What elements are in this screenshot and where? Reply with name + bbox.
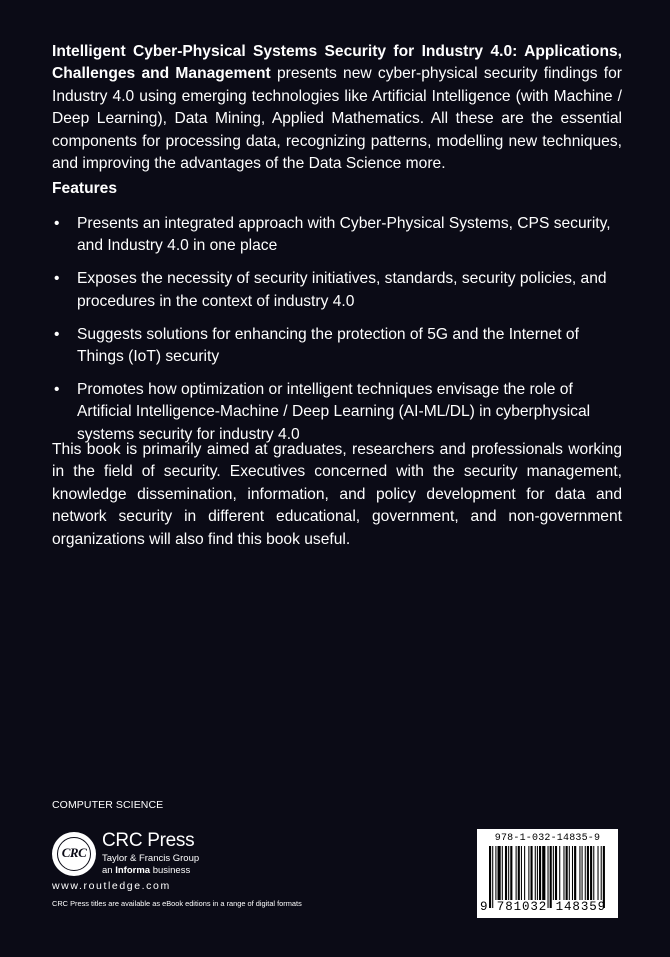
barcode-bar <box>601 846 602 900</box>
features-heading: Features <box>52 180 118 197</box>
barcode-bar <box>566 846 568 900</box>
crc-logo-text: CRC <box>61 845 87 860</box>
barcode-bar <box>542 846 545 900</box>
features-list <box>52 213 627 457</box>
barcode-bar <box>505 846 507 900</box>
bullet-icon: • <box>54 215 60 232</box>
business-prefix: an <box>102 865 116 876</box>
barcode-bar <box>563 846 564 900</box>
barcode-bar <box>597 846 598 900</box>
bullet-icon: • <box>54 381 60 399</box>
barcode-bar <box>559 846 560 900</box>
barcode-bar <box>585 846 586 900</box>
feature-item <box>52 268 627 312</box>
barcode-bar <box>508 846 509 900</box>
barcode-bar <box>537 846 538 900</box>
isbn-top-text: 978-1-032-14835-9 <box>494 833 601 844</box>
book-title: Intelligent Cyber-Physical Systems Security for Industry 4.0: Applications, Challenges and Management <box>52 43 622 83</box>
isbn-barcode <box>477 829 618 918</box>
barcode-bars <box>489 846 606 908</box>
feature-text: Presents an integrated approach with Cyber-Physical Systems, CPS security, and Industry 4.0 in one place <box>77 215 611 255</box>
isbn-bottom-text: 9 781032 148359 <box>480 900 607 914</box>
feature-item <box>52 324 627 368</box>
bullet-icon: • <box>54 325 60 343</box>
publisher-business-line <box>102 865 190 876</box>
blurb-text: presents new cyber-physical security findings for Industry 4.0 using emerging technologies like Artificial Intelligence (with Machine / Deep Learning), Data Mining, Applied Mathematics. All these are the essential components for processing data, recognizing patterns, modelling new techniques, and improving the advantages of the Data Science more. <box>52 65 622 173</box>
barcode-bar <box>574 846 576 900</box>
barcode-bar <box>603 846 605 908</box>
feature-text: Promotes how optimization or intelligent techniques envisage the role of Artificial Intelligence-Machine / Deep Learning (AI-ML/DL) in cyberphysical systems security for industry 4.0 <box>77 381 591 443</box>
barcode-bar <box>492 846 493 908</box>
barcode-bar <box>590 846 592 900</box>
audience-paragraph: This book is primarily aimed at graduates, researchers and professionals working in the field of security. Executives concerned with the security management, knowledge dissemination, information, and policy development for data and network security in different educational, government, and non-government organizations will also find this book useful. <box>52 441 622 548</box>
barcode-bar <box>530 846 532 900</box>
barcode-bar <box>550 846 552 908</box>
barcode-bar <box>535 846 536 900</box>
barcode-bar <box>528 846 529 900</box>
barcode-bar <box>587 846 589 900</box>
barcode-bar <box>524 846 525 900</box>
publisher-name: CRC Press <box>102 830 195 851</box>
barcode-bar <box>516 846 517 900</box>
barcode-bar <box>498 846 501 900</box>
barcode-bar <box>495 846 496 900</box>
bullet-icon: • <box>54 270 60 288</box>
feature-item <box>52 213 627 257</box>
barcode-bar <box>572 846 573 900</box>
barcode-bar <box>539 846 541 900</box>
barcode-bar <box>548 846 549 908</box>
barcode-bar <box>521 846 522 900</box>
barcode-bar <box>579 846 580 900</box>
barcode-bar <box>582 846 583 900</box>
barcode-bar <box>593 846 594 900</box>
publisher-website: www.routledge.com <box>52 880 171 892</box>
feature-text: Suggests solutions for enhancing the protection of 5G and the Internet of Things (IoT) security <box>77 325 579 366</box>
barcode-bar <box>502 846 503 900</box>
barcode-bar <box>489 846 491 908</box>
barcode-bar <box>569 846 570 900</box>
subject-category: COMPUTER SCIENCE <box>52 799 164 811</box>
barcode-bar <box>553 846 554 900</box>
blurb-paragraph <box>52 41 622 175</box>
publisher-logo-block <box>52 830 272 880</box>
barcode-bar <box>555 846 557 900</box>
business-suffix: business <box>150 865 191 876</box>
publisher-group: Taylor & Francis Group <box>102 853 200 864</box>
feature-text: Exposes the necessity of security initiatives, standards, security policies, and procedures in the context of industry 4.0 <box>77 270 607 310</box>
barcode-bar <box>518 846 520 900</box>
business-bold: Informa <box>115 865 151 876</box>
ebook-note: CRC Press titles are available as eBook editions in a range of digital formats <box>52 899 302 908</box>
barcode-bar <box>510 846 512 900</box>
feature-item <box>52 379 627 446</box>
